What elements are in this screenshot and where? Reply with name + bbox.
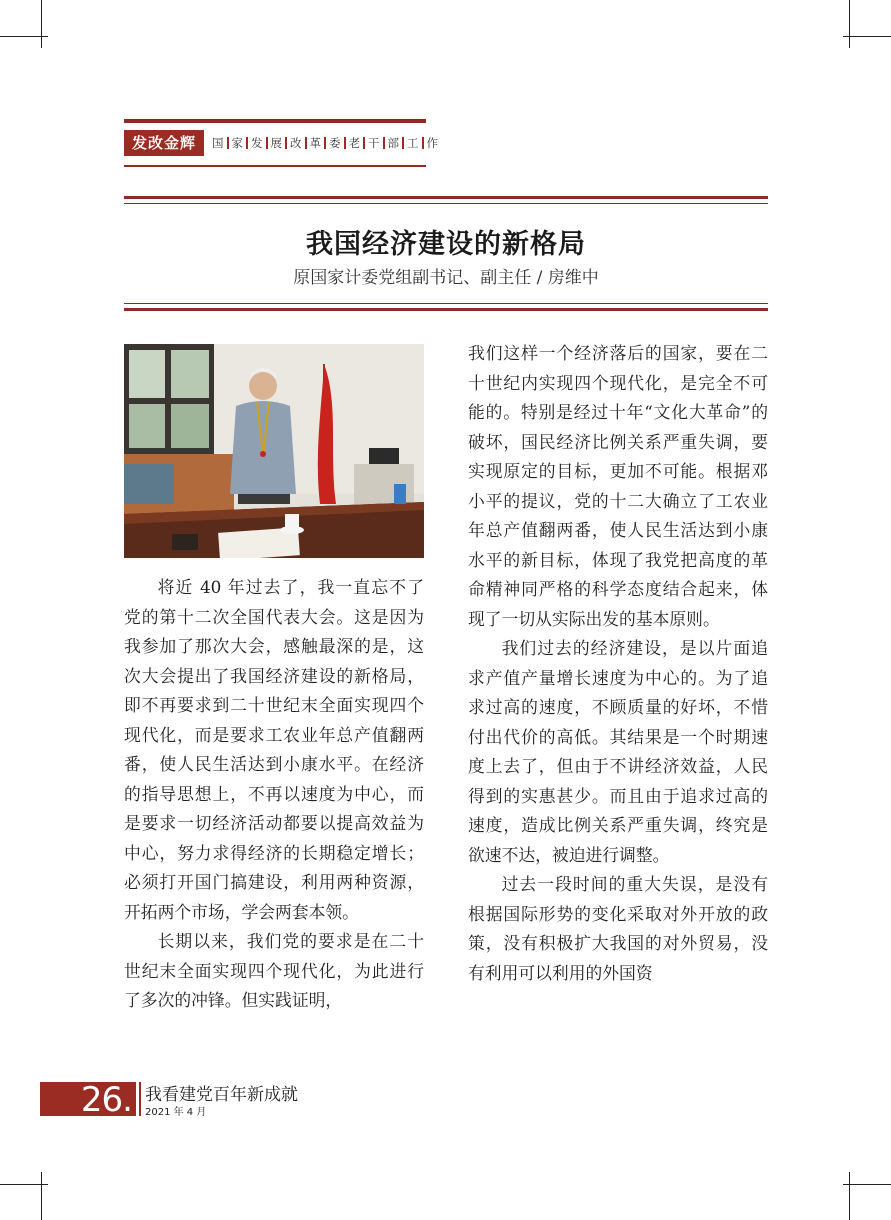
crop-mark: [843, 1184, 891, 1185]
header-top-rule: [124, 119, 426, 123]
issue-date: 2021 年 4 月: [145, 1107, 207, 1118]
crop-mark: [0, 36, 48, 37]
section-subtitle-char: 国: [212, 136, 224, 150]
section-subtitle-char: 委: [324, 137, 344, 149]
section-subtitle-char: 老: [344, 137, 364, 149]
section-subtitle-char: 工: [402, 137, 422, 149]
page-number: 26.: [40, 1082, 136, 1116]
crop-mark: [41, 1172, 42, 1220]
publication-title: 我看建党百年新成就: [145, 1085, 298, 1105]
section-subtitle-char: 改: [285, 137, 305, 149]
title-rule-top-thin: [124, 203, 768, 204]
footer-separator: [139, 1082, 141, 1116]
header-bottom-rule: [124, 165, 426, 167]
article-column-left: [124, 573, 424, 1016]
section-subtitle-char: 部: [383, 137, 403, 149]
section-subtitle-char: 干: [363, 137, 383, 149]
title-rule-bottom: [124, 308, 768, 311]
title-rule-top: [124, 196, 768, 199]
article-author: 原国家计委党组副书记、副主任 / 房维中: [293, 268, 599, 288]
section-tag: 发改金辉: [124, 130, 204, 156]
section-subtitle-char: 家: [227, 137, 247, 149]
section-subtitle-char: 革: [305, 137, 325, 149]
crop-mark: [843, 36, 891, 37]
article-paragraph: 长期以来，我们党的要求是在二十世纪末全面实现四个现代化，为此进行了多次的冲锋。但实践证明，: [124, 931, 424, 1010]
crop-mark: [849, 0, 850, 48]
section-subtitle-char: 发: [246, 137, 266, 149]
crop-mark: [0, 1184, 48, 1185]
article-paragraph: 我们过去的经济建设，是以片面追求产值产量增长速度为中心的。为了追求过高的速度，不顾质量的好坏，不惜付出代价的高低。其结果是一个时期速度上去了，但由于不讲经济效益，人民得到的实惠甚少。而且由于追求过高的速度，造成比例关系严重失调，终究是欲速不达，被迫进行调整。: [468, 638, 768, 865]
section-subtitle-char: 作: [422, 137, 442, 149]
article-title: 我国经济建设的新格局: [306, 229, 586, 260]
crop-mark: [41, 0, 42, 48]
section-subtitle: [212, 130, 441, 156]
article-paragraph: 我们这样一个经济落后的国家，要在二十世纪内实现四个现代化，是完全不可能的。特别是经过十年“文化大革命”的破坏，国民经济比例关系严重失调，要实现原定的目标，更加不可能。根据邓小平的提议，党的十二大确立了工农业年总产值翻两番，使人民生活达到小康水平的新目标，体现了我党把高度的革命精神同严格的科学态度结合起来，体现了一切从实际出发的基本原则。: [468, 343, 768, 629]
article-photo: [124, 344, 424, 558]
article-paragraph: 将近 40 年过去了，我一直忘不了党的第十二次全国代表大会。这是因为我参加了那次大会，感触最深的是，这次大会提出了我国经济建设的新格局，即不再要求到二十世纪末全面实现四个现代化，而是要求工农业年总产值翻两番，使人民生活达到小康水平。在经济的指导思想上，不再以速度为中心，而是要求一切经济活动都要以提高效益为中心，努力求得经济的长期稳定增长；必须打开国门搞建设，利用两种资源，开拓两个市场，学会两套本领。: [124, 577, 424, 922]
section-subtitle-char: 展: [266, 137, 286, 149]
article-paragraph: 过去一段时间的重大失误，是没有根据国际形势的变化采取对外开放的政策，没有积极扩大我国的对外贸易，没有利用可以利用的外国资: [468, 874, 768, 983]
title-rule-bottom-thin: [124, 303, 768, 304]
crop-mark: [849, 1172, 850, 1220]
article-column-right: [468, 339, 768, 988]
